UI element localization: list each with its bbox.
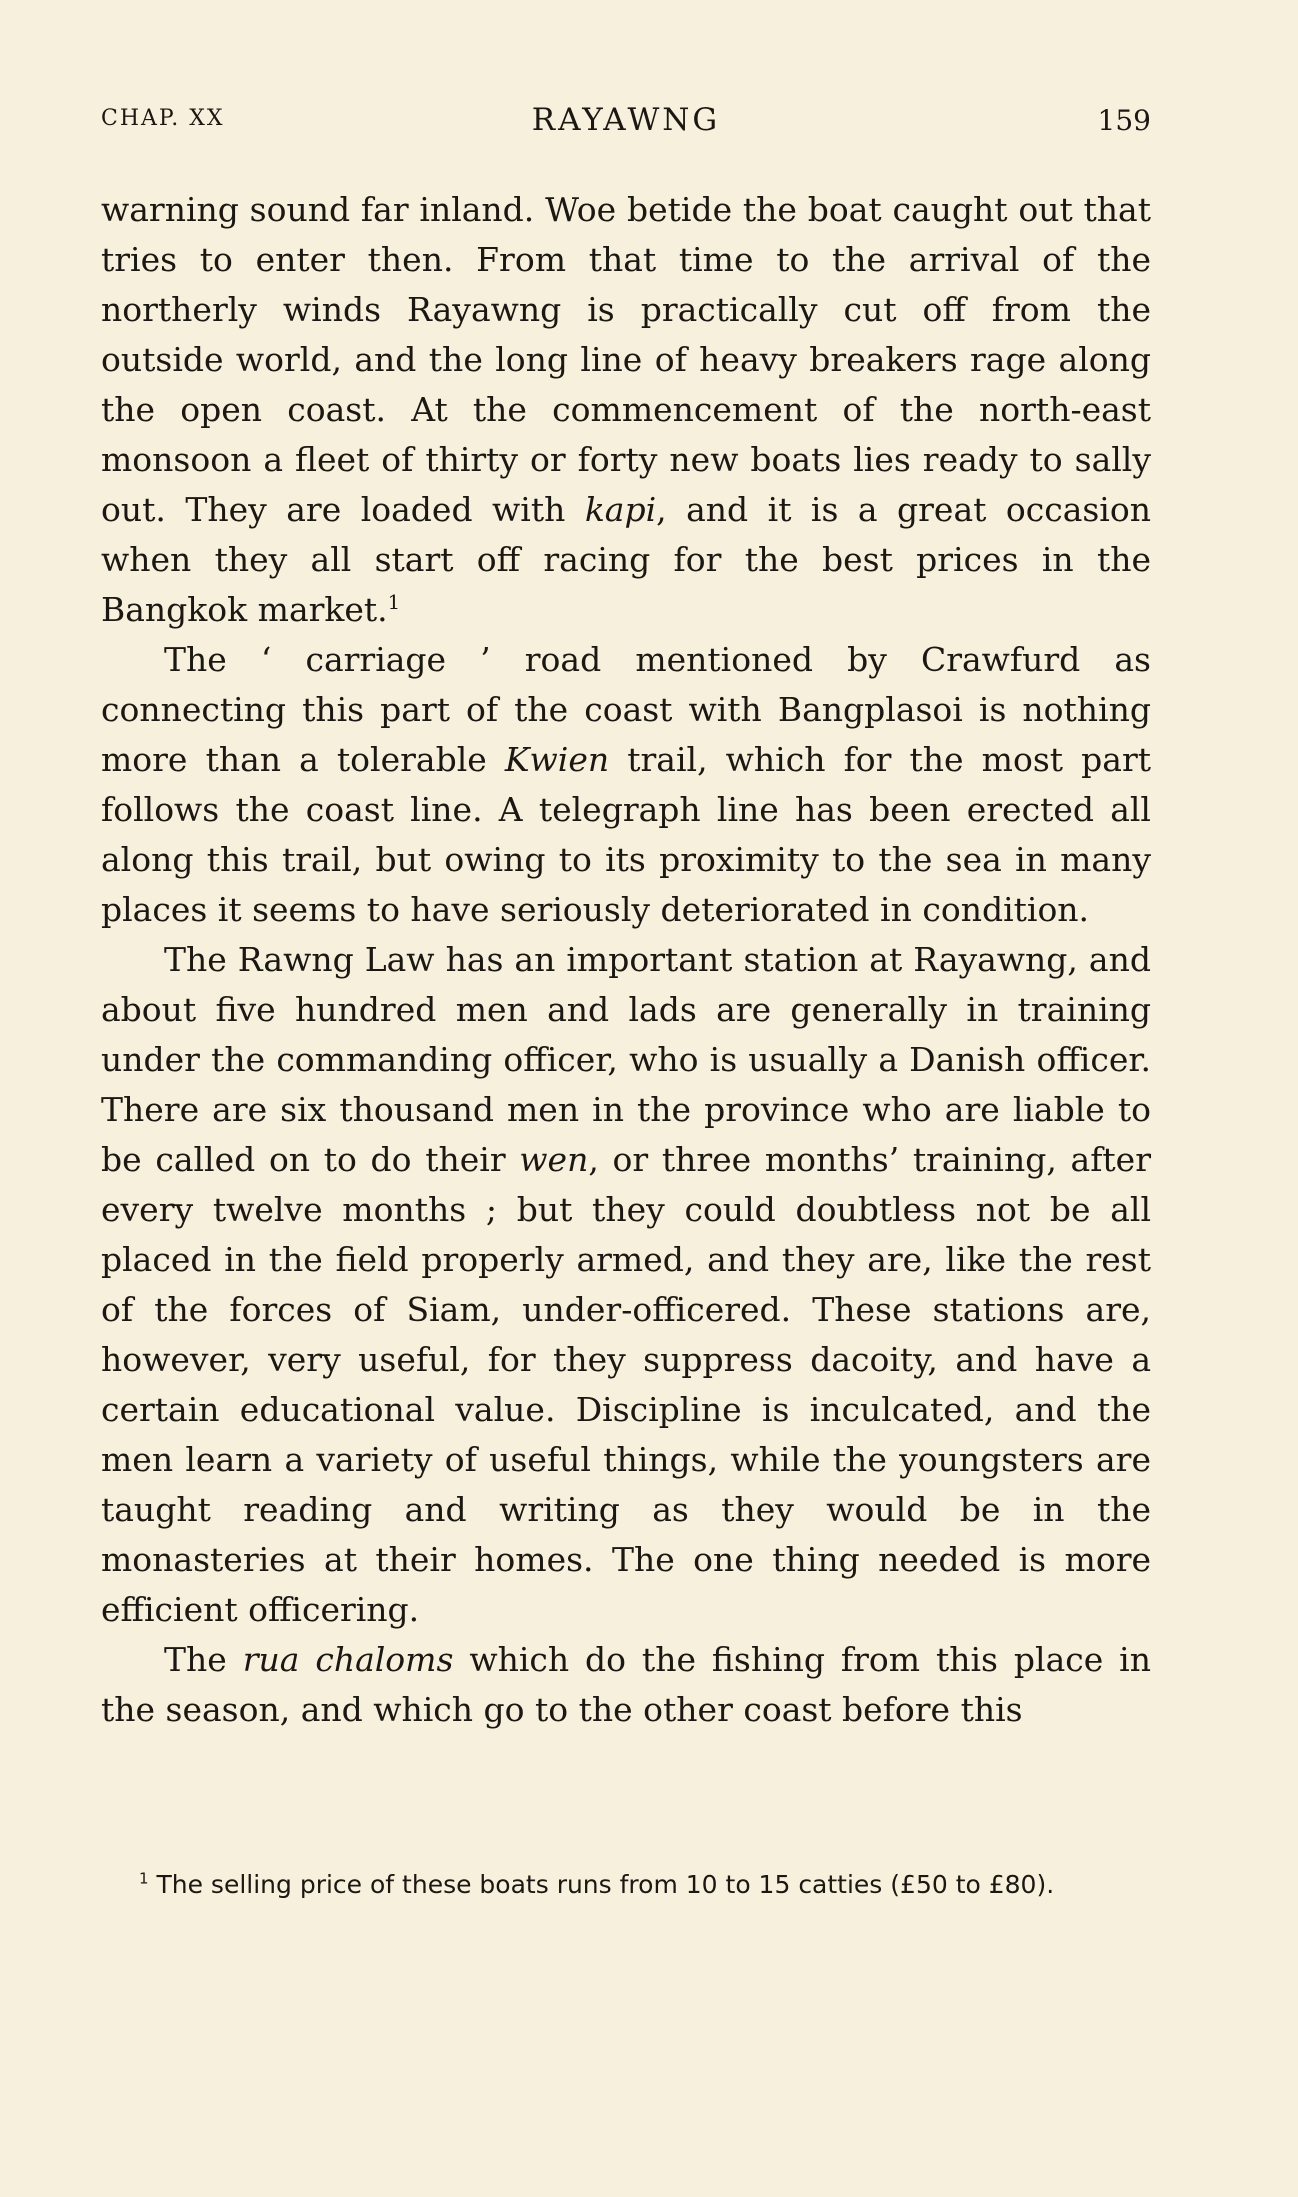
text-run: The xyxy=(164,1640,243,1679)
text-run: trail, which for the most part follows the coast line. A telegraph line has been erected all along this trail, but owing to its proximity to the sea in many places it seems to have seriously deteriorated in condition. xyxy=(101,740,1151,929)
text-run: The Rawng Law has an important station at Rayawng, and about five hundred men and lads are generally in training under the commanding officer, who is usually a Danish officer. There are six thousand men in the province who are liable to be called on to do their xyxy=(101,940,1151,1179)
footnote-marker: 1 xyxy=(139,1869,149,1888)
chapter-label: CHAP. XX xyxy=(101,106,225,131)
page-title: RAYAWNG xyxy=(531,102,721,138)
paragraph-2 xyxy=(101,635,1151,935)
italic-term: wen xyxy=(519,1140,589,1179)
paragraph-3 xyxy=(101,935,1151,1635)
text-run: which do the fishing from this place in the season, and which go to the other coast before this xyxy=(101,1640,1151,1729)
italic-term: rua chaloms xyxy=(242,1640,454,1679)
text-run: The ‘ carriage ’ road mentioned by Crawfurd as connecting this part of the coast with Bangplasoi is nothing more than a tolerable xyxy=(101,640,1151,779)
page-number: 159 xyxy=(1097,104,1151,137)
paragraph-4 xyxy=(101,1635,1151,1735)
footnote-1 xyxy=(101,1866,1151,1904)
paragraph-1 xyxy=(101,185,1151,635)
italic-term: kapi xyxy=(584,490,657,529)
italic-term: Kwien xyxy=(504,740,610,779)
text-run: warning sound far inland. Woe betide the boat caught out that tries to enter then. From that time to the arrival of the northerly winds Rayawng is practically cut off from the outside world, and the long line of heavy breakers rage along the open coast. At the commencement of the north-east monsoon a fleet of thirty or forty new boats lies ready to sally out. They are loaded with xyxy=(101,190,1151,529)
running-head xyxy=(101,102,1151,142)
text-run: , or three months’ training, after every twelve months ; but they could doubtless not be all placed in the field properly armed, and they are, like the rest of the forces of Siam, under-officered. These stations are, however, very useful, for they suppress dacoity, and have a certain educational value. Discipline is inculcated, and the men learn a variety of useful things, while the youngsters are taught reading and writing as they would be in the monasteries at their homes. The one thing needed is more efficient officering. xyxy=(101,1140,1151,1629)
body-text xyxy=(101,185,1151,1735)
footnote-ref[interactable]: 1 xyxy=(387,591,401,614)
text-run: , and it is a great occasion when they all start off racing for the best prices in the Bangkok market. xyxy=(101,490,1151,629)
footnote-text: The selling price of these boats runs from 10 to 15 catties (£50 to £80). xyxy=(148,1870,1055,1899)
footnotes xyxy=(101,1866,1151,1904)
